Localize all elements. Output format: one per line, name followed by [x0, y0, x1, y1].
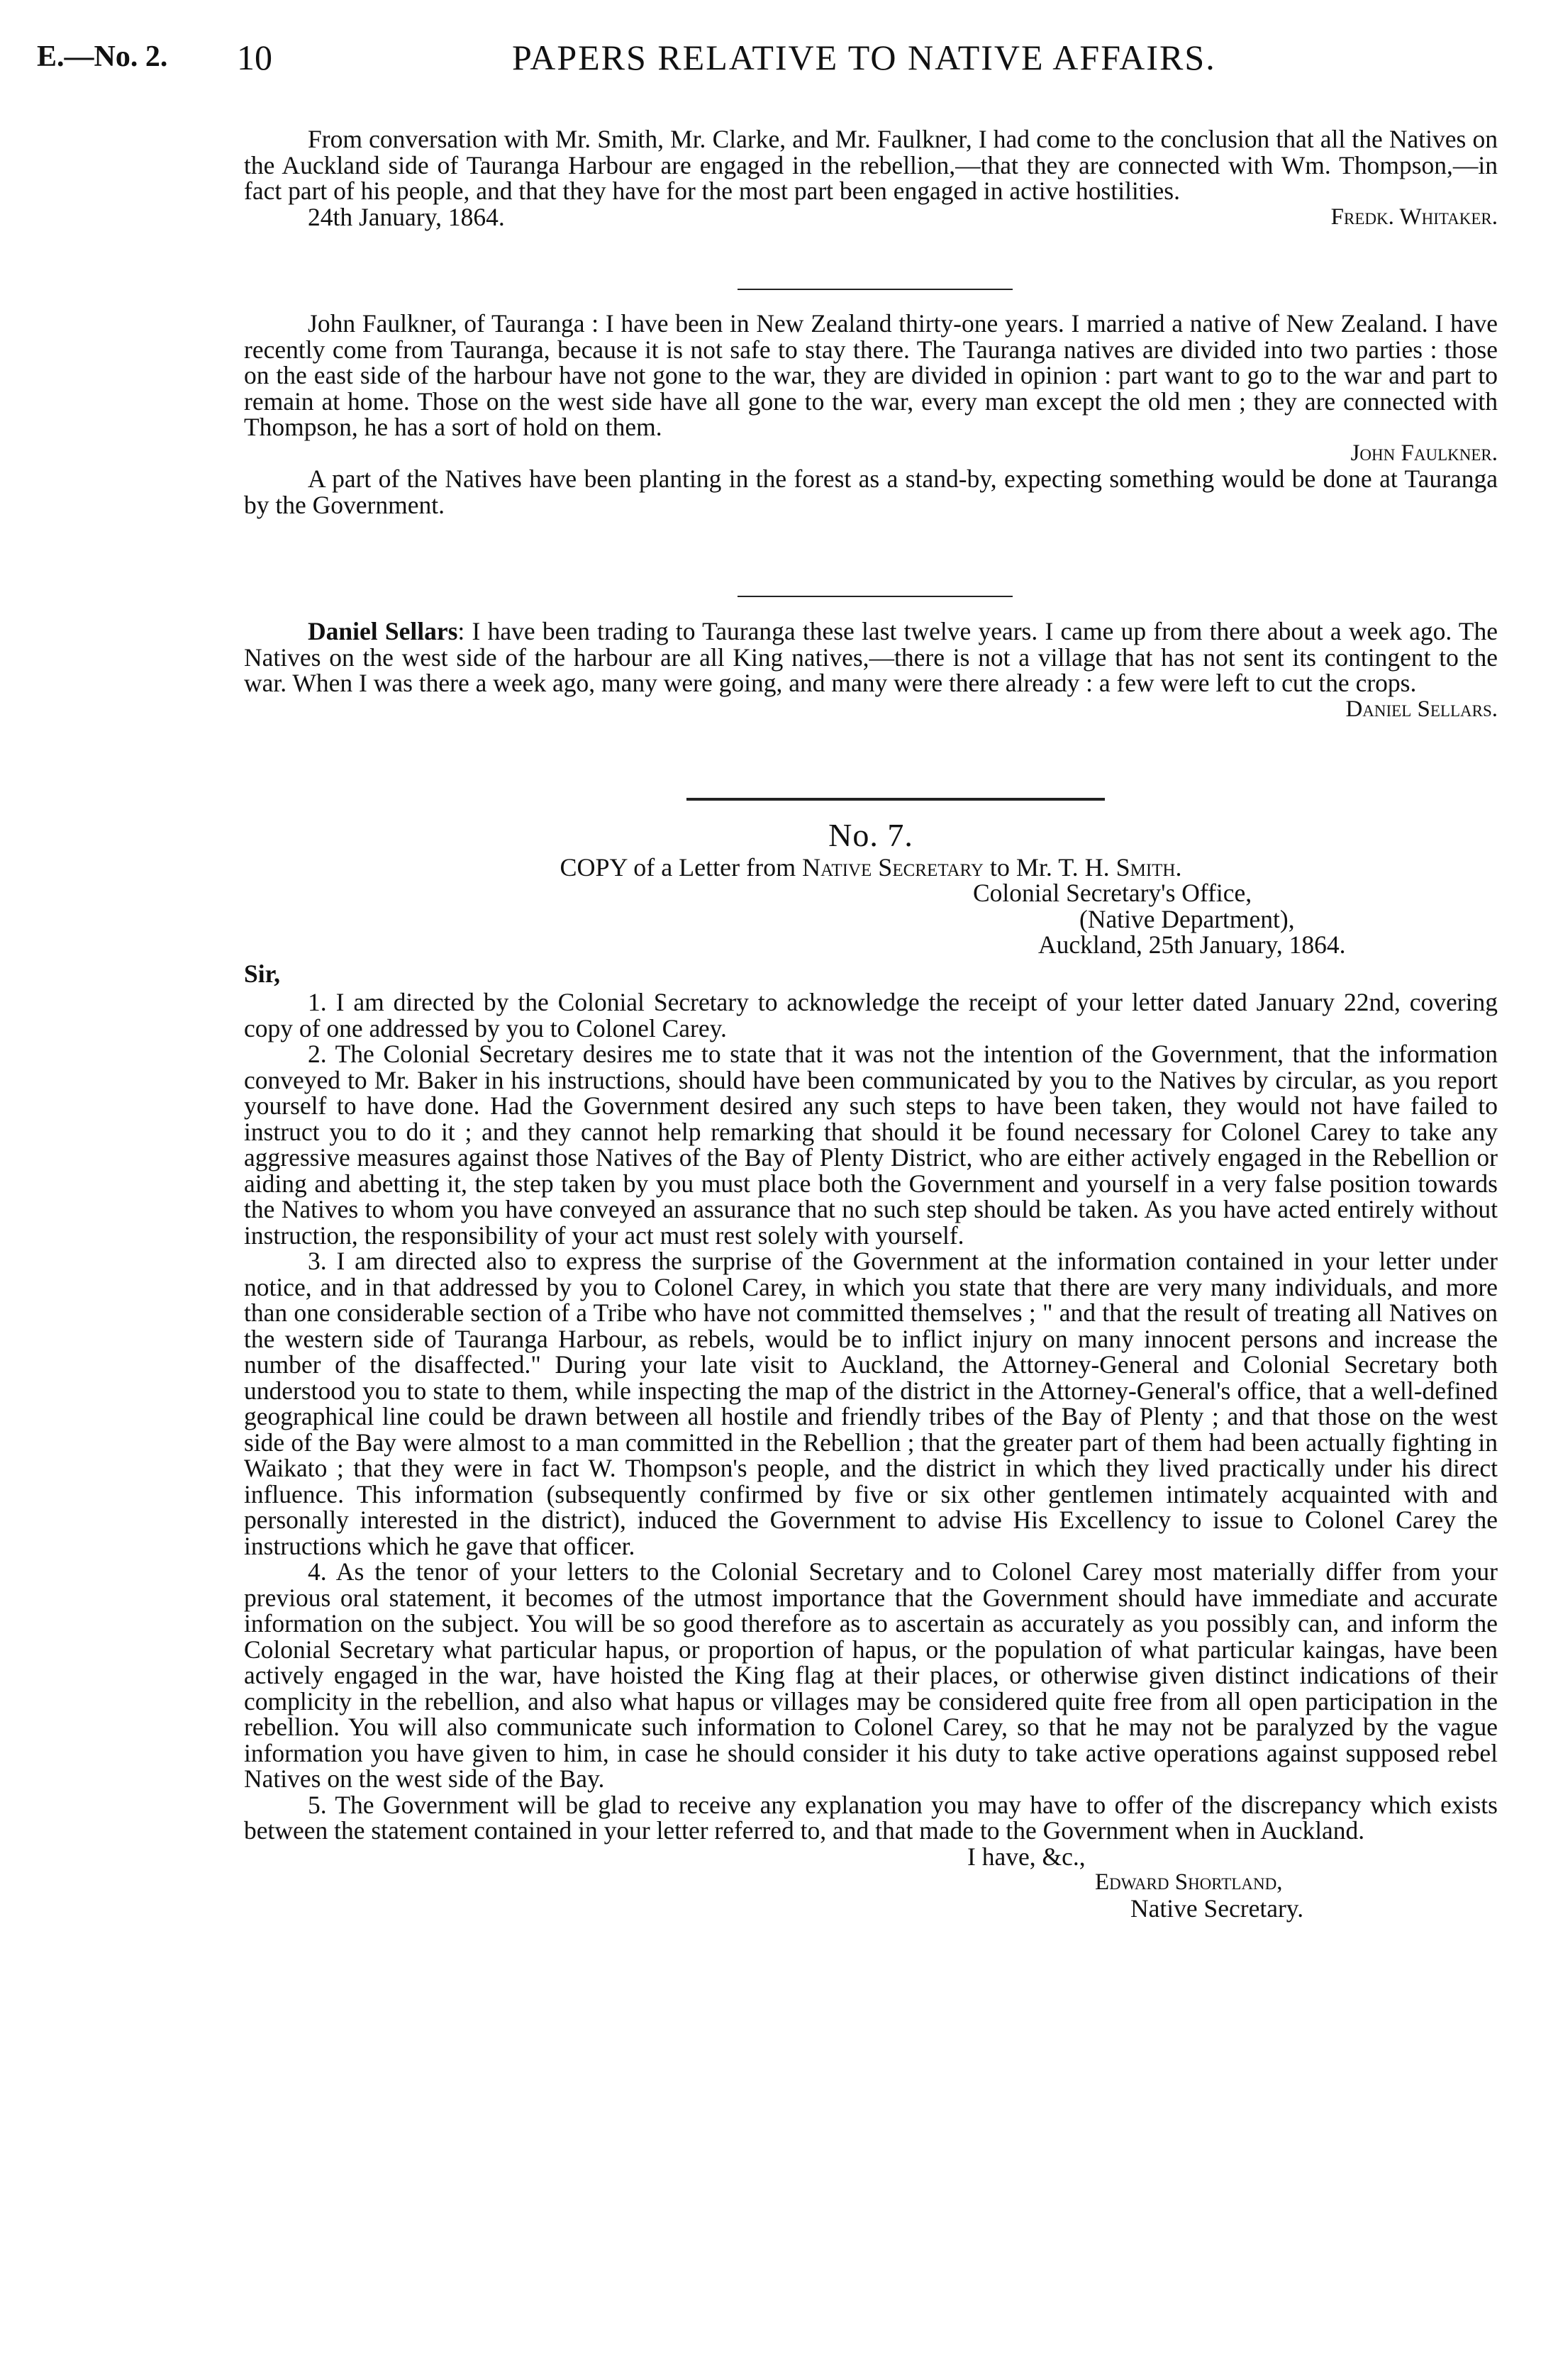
running-title: PAPERS RELATIVE TO NATIVE AFFAIRS.: [512, 38, 1216, 77]
letter-paragraph-2: 2. The Colonial Secretary desires me to state that it was not the intention of the Government, that the information conveyed to Mr. Baker in his instructions, should have been communicated by you to the Natives by circular, as you report yourself to have done. Had the Government desired any such steps to have been taken, they would not have failed to instruct you to do it ; and they cannot help remarking that should it be found necessary for Colonel Carey to take any aggressive measures against those Natives of the Bay of Plenty District, who are either actively engaged in the Rebellion or aiding and abetting it, the step taken by you must place both the Government and yourself in a very false position towards the Natives to whom you have conveyed an assurance that no such step should be taken. As you have acted entirely without instruction, the responsibility of your act must rest solely with yourself.: [244, 1040, 1498, 1250]
statement-text: of Tauranga : I have been in New Zealand thirty-one years. I married a native of New Zealand. I have recently come from Tauranga, because it is not safe to stay there. The Tauranga natives are divided into two parties : those on the east side of the harbour have not gone to the war, they are divided in opinion : part want to go to the war and part to remain at home. Those on the west side have all gone to the war, every man except the old men ; they are connected with Thompson, he has a sort of hold on them.: [244, 309, 1498, 441]
statement-signature: Fredk. Whitaker.: [1330, 204, 1498, 230]
page-number: 10: [237, 38, 272, 77]
statement-signature: Daniel Sellars.: [1345, 696, 1498, 722]
statement-sellars: [244, 618, 1498, 722]
letter-paragraph-5: 5. The Government will be glad to receive any explanation you may have to offer of the discrepancy which exists between the statement contained in your letter referred to, and that made to the Government when in Auckland.: [244, 1790, 1498, 1845]
letter-paragraph-3: 3. I am directed also to express the surprise of the Government at the information contained in your letter under notice, and in that addressed by you to Colonel Carey, in which you state that there are very many individuals, and more than one considerable section of a Tribe who have not committed themselves ; " and that the result of treating all Natives on the western side of Tauranga Harbour, as rebels, would be to inflict injury on many innocent persons and increase the number of the disaffected." During your late visit to Auckland, the Attorney-General and Colonial Secretary both understood you to state to them, while inspecting the map of the district in the Attorney-General's office, that a well-defined geographical line could be drawn between all hostile and friendly tribes of the Bay of Plenty ; and that those on the west side of the Bay were almost to a man committed in the Rebellion ; that the greater part of them had been actually fighting in Waikato ; that they were in fact W. Thompson's people, and the district in which they lived practically under his direct influence. This information (subsequently confirmed by five or six other gentlemen intimately acquainted with and personally interested in the district), induced the Government to advise His Excellency to issue to Colonel Carey the instructions which he gave that officer.: [244, 1247, 1498, 1560]
statement-text: From conversation with Mr. Smith, Mr. Clarke, and Mr. Faulkner, I had come to the conclusion that all the Natives on the Auckland side of Tauranga Harbour are engaged in the rebellion,—that they are connected with Wm. Thompson,—in fact part of his people, and that they have for the most part been engaged in active hostilities.: [244, 125, 1498, 205]
closing-phrase: I have, &c.,: [967, 1842, 1086, 1871]
letter: [244, 817, 1498, 1923]
document-reference: E.—No. 2.: [37, 40, 168, 73]
statement-whitaker: [244, 126, 1498, 230]
signature-name: Edward Shortland,: [1095, 1869, 1283, 1895]
letter-from: Native Secretary: [802, 852, 984, 882]
letter-closing: [967, 1844, 1498, 1922]
divider: [738, 289, 1013, 290]
section-divider: [686, 798, 1105, 801]
letter-paragraph-4: 4. As the tenor of your letters to the Colonial Secretary and to Colonel Carey most materially differ from your previous oral statement, it becomes of the utmost importance that the Government should have immediate and accurate information on the subject. You will be so good therefore as to ascertain as accurately as you possibly can, and inform the Colonial Secretary what particular hapus, or proportion of hapus, or the population of what particular kaingas, have been actively engaged in the war, have hoisted the King flag at their places, or otherwise given distinct indications of their complicity in the rebellion, and also what hapus or villages may be considered quite free from all open participation in the rebellion. You will also communicate such information to Colonel Carey, so that he may not be paralyzed by the vague information you have given to him, in case he should consider it his duty to take active operations against supposed rebel Natives on the west side of the Bay.: [244, 1557, 1498, 1793]
statement-date: 24th January, 1864.: [308, 202, 505, 231]
letter-address: Colonial Secretary's Office, (Native Department), Auckland, 25th January, 1864.: [973, 879, 1346, 959]
divider: [738, 596, 1013, 597]
letter-heading: COPY of a Letter from Native Secretary to Mr. T. H. Smith.: [560, 852, 1182, 882]
page-header: [37, 37, 1512, 87]
letter-paragraph-1: 1. I am directed by the Colonial Secretary to acknowledge the receipt of your letter dated January 22nd, covering copy of one addressed by you to Colonel Carey.: [244, 988, 1498, 1042]
statement-text: : I have been trading to Tauranga these last twelve years. I came up from there about a week ago. The Natives on the west side of the harbour are all King natives,—there is not a village that has not sent its contingent to the war. When I was there a week ago, many were going, and many were there already : a few were left to cut the crops.: [244, 617, 1498, 697]
letter-to: Smith.: [1115, 852, 1182, 882]
statement-speaker: John Faulkner,: [308, 309, 457, 338]
statement-faulkner: [244, 311, 1498, 518]
statement-note: A part of the Natives have been planting in the forest as a stand-by, expecting something would be done at Tauranga by the Government.: [244, 465, 1498, 519]
statement-signature: John Faulkner.: [1350, 440, 1498, 466]
statement-speaker: Daniel Sellars: [308, 617, 458, 645]
letter-number: No. 7.: [828, 817, 913, 853]
signature-title: Native Secretary.: [1130, 1894, 1304, 1923]
letter-salutation: Sir,: [244, 959, 280, 988]
